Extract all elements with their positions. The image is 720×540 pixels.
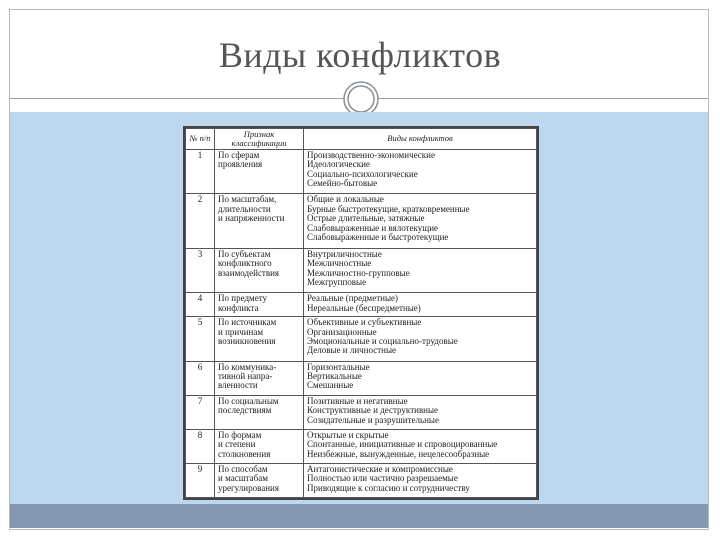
type-line: Смешанные <box>307 380 354 391</box>
type-line: Созидательные и разрушительные <box>307 414 439 425</box>
table-header-row <box>186 129 537 150</box>
row-criterion <box>215 395 304 429</box>
criterion-line: и масштабам <box>218 473 268 484</box>
table-row <box>186 429 537 463</box>
type-line: Семейно-бытовые <box>307 178 378 189</box>
criterion-line: конфликтного <box>218 258 272 269</box>
criterion-line: последствиям <box>218 405 272 416</box>
type-line: Эмоциональные и социально-трудовые <box>307 336 458 346</box>
type-line: Производственно-экономические <box>307 149 435 160</box>
row-criterion <box>215 149 304 193</box>
type-line: Бурные быстротекущие, кратковременные <box>307 203 470 214</box>
type-line: Объективные и субъективные <box>307 317 422 328</box>
row-types <box>304 361 537 395</box>
type-line: Слабовыраженные и вялотекущие <box>307 222 439 233</box>
criterion-line: взаимодействия <box>218 267 280 278</box>
classification-table <box>185 128 537 498</box>
header-criterion: Признак классификации <box>215 129 304 150</box>
row-criterion <box>215 429 304 463</box>
criterion-line: тивной напра- <box>218 370 273 381</box>
type-line: Общие и локальные <box>307 194 384 205</box>
row-number: 9 <box>186 463 215 497</box>
table-body <box>186 149 537 497</box>
criterion-line: и напряженности <box>218 213 285 224</box>
row-types <box>304 429 537 463</box>
criterion-line: По предмету <box>218 293 268 304</box>
row-number: 4 <box>186 293 215 317</box>
criterion-line: конфликта <box>218 302 259 313</box>
type-line: Антагонистические и компромиссные <box>307 463 453 474</box>
row-types <box>304 194 537 249</box>
type-line: Деловые и личностные <box>307 345 397 356</box>
type-line: Конструктивные и деструктивные <box>307 405 439 416</box>
criterion-line: По способам <box>218 463 268 474</box>
table-row <box>186 395 537 429</box>
row-types <box>304 395 537 429</box>
type-line: Горизонтальные <box>307 361 370 372</box>
row-number: 1 <box>186 149 215 193</box>
row-criterion <box>215 361 304 395</box>
table-row <box>186 361 537 395</box>
type-line: Межличностно-групповые <box>307 267 410 278</box>
type-line: Идеологические <box>307 159 370 170</box>
type-line: Реальные (предметные) <box>307 293 399 304</box>
type-line: Вертикальные <box>307 370 362 381</box>
row-number: 2 <box>186 194 215 249</box>
row-number: 5 <box>186 317 215 361</box>
type-line: Социально-психологические <box>307 168 418 179</box>
criterion-line: вленности <box>218 380 258 391</box>
row-types <box>304 317 537 361</box>
table-row <box>186 149 537 193</box>
type-line: Нереальные (беспредметные) <box>307 302 421 313</box>
type-line: Межгрупповые <box>307 277 367 288</box>
type-line: Спонтанные, инициативные и спровоцированные <box>307 439 498 450</box>
table-row <box>186 463 537 497</box>
criterion-line: По сферам <box>218 149 260 160</box>
table-row <box>186 194 537 249</box>
row-types <box>304 149 537 193</box>
type-line: Внутриличностные <box>307 248 382 259</box>
slide-title: Виды конфликтов <box>218 35 502 75</box>
criterion-line: и степени <box>218 439 256 450</box>
row-types <box>304 248 537 292</box>
type-line: Острые длительные, затяжные <box>307 213 425 224</box>
table-row <box>186 317 537 361</box>
row-number: 3 <box>186 248 215 292</box>
row-number: 7 <box>186 395 215 429</box>
type-line: Полностью или частично разрешаемые <box>307 473 458 484</box>
criterion-line: проявления <box>218 159 263 170</box>
row-criterion <box>215 248 304 292</box>
type-line: Приводящие к согласию и сотрудничеству <box>307 482 470 493</box>
criterion-line: По коммуника- <box>218 361 277 372</box>
criterion-line: длительности <box>218 203 271 214</box>
type-line: Позитивные и негативные <box>307 395 408 406</box>
row-criterion <box>215 463 304 497</box>
row-criterion <box>215 293 304 317</box>
criterion-line: столкновения <box>218 448 271 459</box>
row-types <box>304 463 537 497</box>
criterion-line: По источникам <box>218 317 277 328</box>
criterion-line: По социальным <box>218 395 279 406</box>
table-row <box>186 248 537 292</box>
criterion-line: возникновения <box>218 336 276 346</box>
conflict-types-table <box>183 126 539 500</box>
row-number: 6 <box>186 361 215 395</box>
type-line: Открытые и скрытые <box>307 429 389 440</box>
type-line: Неизбежные, вынужденные, нецелесообразные <box>307 448 490 459</box>
type-line: Организационные <box>307 326 377 337</box>
row-types <box>304 293 537 317</box>
type-line: Слабовыраженные и быстротекущие <box>307 231 449 242</box>
row-criterion <box>215 194 304 249</box>
criterion-line: По формам <box>218 429 262 440</box>
criterion-line: урегулирования <box>218 482 279 493</box>
criterion-line: и причинам <box>218 326 264 337</box>
row-number: 8 <box>186 429 215 463</box>
header-number: № п/п <box>186 129 215 150</box>
footer-bar <box>10 504 708 528</box>
table-row <box>186 293 537 317</box>
type-line: Межличностные <box>307 258 372 269</box>
criterion-line: По масштабам, <box>218 194 277 205</box>
header-types: Виды конфликтов <box>304 129 537 150</box>
criterion-line: По субъектам <box>218 248 271 259</box>
row-criterion <box>215 317 304 361</box>
